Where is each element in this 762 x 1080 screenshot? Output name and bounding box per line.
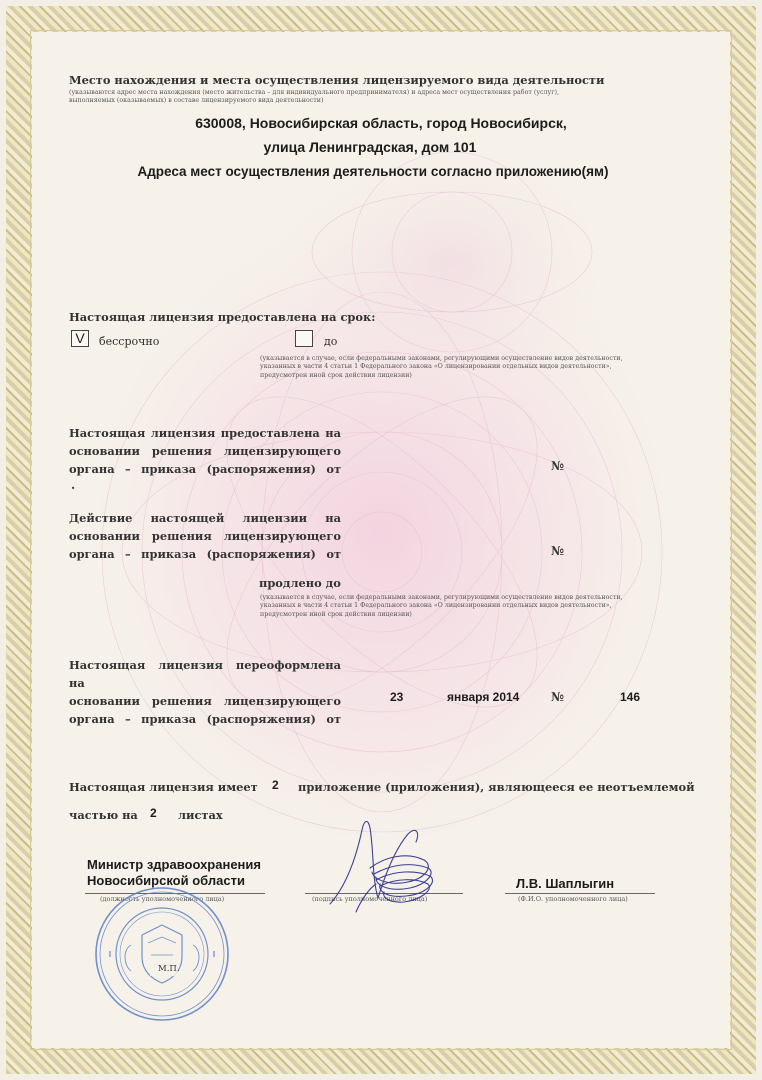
annexes-text1: Настоящая лицензия имеет: [69, 780, 258, 794]
granted-dot: .: [71, 478, 76, 492]
signature-image: [316, 808, 446, 918]
annexes-text3: частью на: [69, 808, 138, 822]
granted-line2: основании решения лицензирующего: [69, 444, 341, 458]
reissued-month-year: января 2014: [447, 690, 520, 704]
term-note-line3: предусмотрен иной срок действия лицензии): [260, 371, 412, 379]
annex-addresses-line: Адреса мест осуществления деятельности согласно приложению(ям): [137, 164, 609, 179]
reissued-day: 23: [390, 690, 404, 704]
granted-line3: органа – приказа (распоряжения) от: [69, 462, 341, 476]
stamp-label: М.П.: [158, 964, 180, 974]
until-checkbox: [295, 330, 313, 347]
official-stamp: [93, 885, 231, 1023]
granted-line1: Настоящая лицензия предоставлена на: [69, 426, 341, 440]
term-heading: Настоящая лицензия предоставлена на срок:: [69, 310, 376, 324]
signatory-position-line2: Новосибирской области: [87, 873, 245, 888]
term-note: [260, 355, 720, 380]
extended-note-line1: (указывается в случае, если федеральными законами, регулирующими осуществление видов деятельности,: [260, 594, 623, 601]
reissued-text: [69, 656, 341, 728]
location-note: [69, 89, 709, 106]
granted-number-label: №: [551, 459, 565, 473]
extended-note-line2: указанных в части 4 статьи 1 Федерального закона «О лицензировании отдельных видов деятельности»,: [260, 602, 612, 610]
indefinite-check-mark: V: [75, 330, 85, 346]
term-note-line1: (указывается в случае, если федеральными законами, регулирующими осуществление видов деятельности,: [260, 355, 623, 362]
reissued-line1: Настоящая лицензия переоформлена на: [69, 658, 341, 690]
extended-note: [260, 594, 720, 619]
extended-number-label: №: [551, 544, 565, 558]
reissued-number: 146: [620, 690, 641, 704]
extended-line2: основании решения лицензирующего: [69, 529, 341, 543]
location-note-line1: (указываются адрес места нахождения (место жительства – для индивидуального предпринимателя) и адреса мест осуществления работ (услуг),: [69, 89, 560, 96]
address-line2: улица Ленинградская, дом 101: [263, 139, 477, 155]
extended-note-line3: предусмотрен иной срок действия лицензии): [260, 610, 412, 618]
annexes-sheets: 2: [150, 806, 157, 820]
reissued-line3: органа – приказа (распоряжения) от: [69, 712, 341, 726]
indefinite-label: бессрочно: [99, 335, 160, 348]
address-line1: 630008, Новосибирская область, город Новосибирск,: [195, 115, 567, 131]
annexes-text4: листах: [178, 808, 223, 822]
name-caption: (Ф.И.О. уполномоченного лица): [518, 895, 628, 903]
extended-line3: органа – приказа (распоряжения) от: [69, 547, 341, 561]
signature-caption: (подпись уполномоченного лица): [312, 895, 428, 903]
signatory-name: Л.В. Шаплыгин: [516, 876, 615, 891]
reissued-line2: основании решения лицензирующего: [69, 694, 341, 708]
signatory-position-line1: Министр здравоохранения: [87, 857, 261, 872]
location-heading: Место нахождения и места осуществления лицензируемого вида деятельности: [69, 73, 605, 87]
term-note-line2: указанных в части 4 статьи 1 Федерального закона «О лицензировании отдельных видов деятельности»,: [260, 363, 612, 371]
indefinite-checkbox: [71, 330, 89, 347]
extended-text: [69, 509, 341, 563]
name-underline: [505, 893, 655, 894]
extended-until-label: продлено до: [259, 576, 341, 590]
location-note-line2: выполняемых (оказываемых) в составе лицензируемого вида деятельности): [69, 97, 324, 105]
annexes-text2: приложение (приложения), являющееся ее неотъемлемой: [298, 780, 695, 794]
granted-text: [69, 424, 341, 478]
position-caption: (должность уполномоченного лица): [100, 895, 225, 903]
reissued-number-label: №: [551, 690, 565, 704]
until-label: до: [324, 335, 338, 348]
extended-line1: Действие настоящей лицензии на: [69, 511, 341, 525]
annexes-count: 2: [272, 778, 279, 792]
